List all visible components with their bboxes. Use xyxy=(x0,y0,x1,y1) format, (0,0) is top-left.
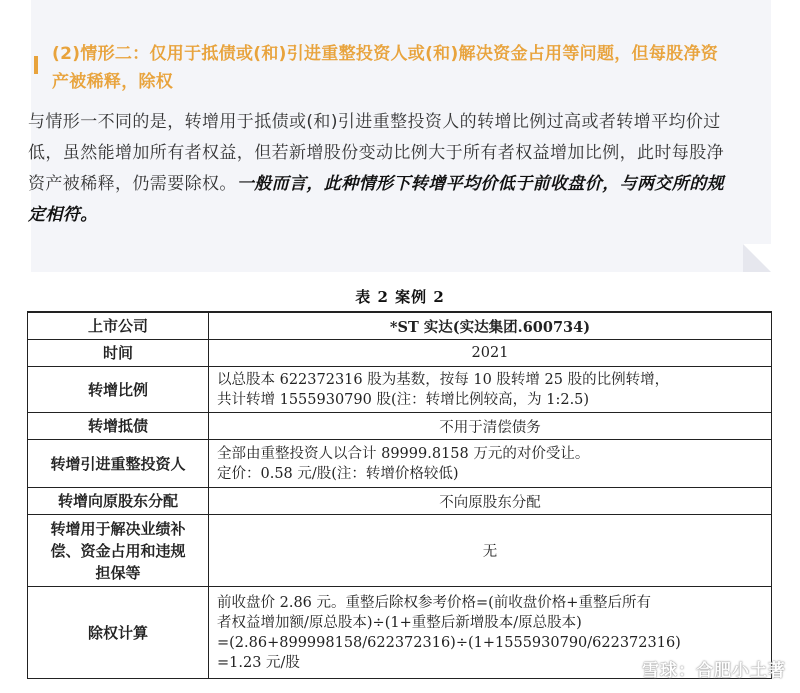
paragraph-plain-text: 与情形一不同的是，转增用于抵债或(和)引进重整投资人的转增比例过高或者转增平均价过低，虽然能增加所有者权益，但若新增股份变动比例大于所有者权益增加比例，此时每股净资产被稀释，仍需要除权。 xyxy=(28,112,724,194)
table-row xyxy=(28,340,772,367)
row-value-line: 定价：0.58 元/股(注：转增价格较低) xyxy=(217,465,459,482)
row-value-line: 以总股本 622372316 股为基数，按每 10 股转增 25 股的比例转增， xyxy=(217,371,670,388)
table-row xyxy=(28,312,772,340)
row-value: *ST 实达(实达集团.600734) xyxy=(209,312,772,340)
row-label: 转增抵债 xyxy=(28,413,209,440)
table-row xyxy=(28,515,772,587)
row-value-line: =(2.86+899998158/622372316)÷(1+1555930790/622372316) xyxy=(217,634,681,651)
watermark: 雪球：合肥小土著 xyxy=(642,661,786,681)
table-row xyxy=(28,488,772,515)
row-value: 无 xyxy=(209,515,772,587)
row-value-line: 共计转增 1555930790 股(注：转增比例较高，为 1:2.5) xyxy=(217,391,590,408)
row-label: 转增向原股东分配 xyxy=(28,488,209,515)
paragraph-emphasis-text: 一般而言，此种情形下转增平均价低于前收盘价，与两交所的规定相符。 xyxy=(28,174,725,225)
row-label-line: 担保等 xyxy=(95,563,141,582)
table-row xyxy=(28,440,772,488)
row-value-line: 者权益增加额/原总股本)÷(1+重整后新增股本/原总股本) xyxy=(217,614,582,631)
section-heading: (2)情形二：仅用于抵债或(和)引进重整投资人或(和)解决资金占用等问题，但每股净资产被稀释，除权 xyxy=(52,44,719,92)
table-row xyxy=(28,413,772,440)
row-label: 上市公司 xyxy=(28,312,209,340)
row-label-line: 偿、资金占用和违规 xyxy=(50,541,186,560)
row-value: 不向原股东分配 xyxy=(209,488,772,515)
body-paragraph xyxy=(28,107,728,231)
table-row xyxy=(28,367,772,413)
table-caption: 表 2 案例 2 xyxy=(355,288,445,306)
row-value: 不用于清偿债务 xyxy=(209,413,772,440)
row-label xyxy=(28,515,209,587)
row-label: 除权计算 xyxy=(28,587,209,679)
row-value-line: 前收盘价 2.86 元。重整后除权参考价格=(前收盘价格+重整后所有 xyxy=(217,594,651,611)
heading-accent-bar xyxy=(34,56,38,74)
row-value xyxy=(209,367,772,413)
row-value: 2021 xyxy=(209,340,772,367)
row-value-line: 全部由重整投资人以合计 89999.8158 万元的对价受让。 xyxy=(217,445,590,462)
row-label: 时间 xyxy=(28,340,209,367)
row-label: 转增引进重整投资人 xyxy=(28,440,209,488)
row-label: 转增比例 xyxy=(28,367,209,413)
row-label-line: 转增用于解决业绩补 xyxy=(50,519,186,538)
case-table xyxy=(27,311,772,679)
row-value xyxy=(209,440,772,488)
page-fold-corner xyxy=(743,244,771,272)
row-value-line: =1.23 元/股 xyxy=(217,654,300,671)
